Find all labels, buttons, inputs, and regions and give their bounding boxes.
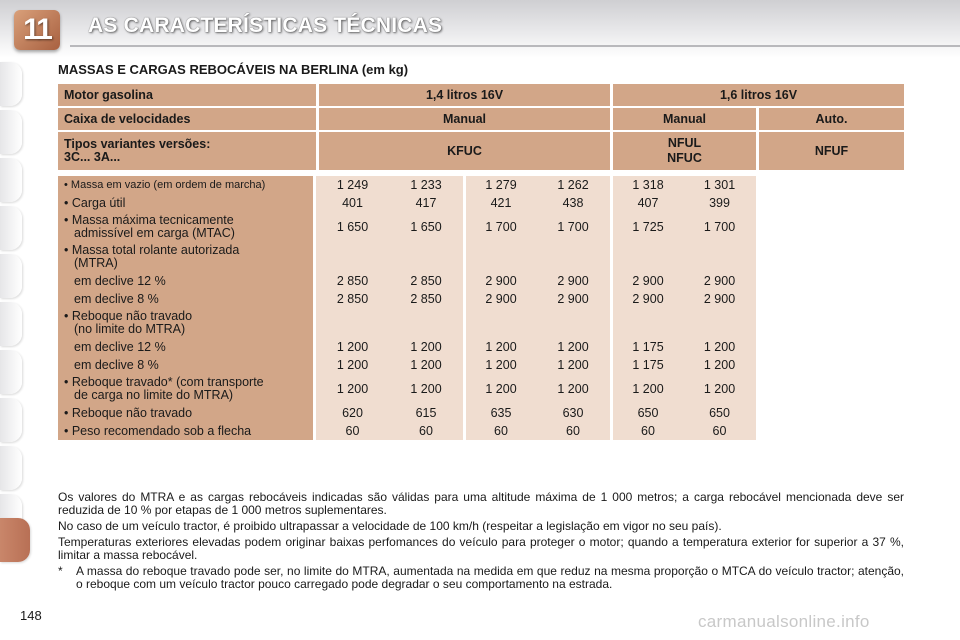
engine-16: 1,6 litros 16V — [610, 84, 904, 108]
value-cell: 1 200 — [463, 338, 536, 356]
footnote-text: A massa do reboque travado pode ser, no limite do MTRA, aumentada na medida em que reduz na mesma proporção o MTCA do veículo tractor; atenção, o reboque com um veículo tractor pouco carregado pode degradar o seu comportamento na estrada. — [76, 564, 904, 591]
note-speed: No caso de um veículo tractor, é proibido ultrapassar a velocidade de 100 km/h (respeitar a legislação em vigor no seu país). — [58, 519, 722, 533]
chapter-tab-11-active[interactable] — [0, 518, 30, 562]
chapter-tab-7[interactable] — [0, 350, 22, 394]
chapter-tab-2[interactable] — [0, 110, 22, 154]
value-cell: 2 850 — [316, 272, 389, 290]
value-cell: 1 200 — [316, 374, 389, 404]
value-cell: 1 233 — [389, 176, 463, 194]
value-cell: 650 — [683, 404, 756, 422]
value-cell: 1 175 — [610, 338, 683, 356]
value-cell: 401 — [316, 194, 389, 212]
engine-label: Motor gasolina — [58, 84, 316, 108]
row-label-line: (MTRA) — [74, 256, 118, 270]
page-number: 148 — [20, 608, 42, 623]
header-row-types — [58, 132, 904, 172]
value-cell: 1 725 — [610, 212, 683, 242]
header-row-gearbox — [58, 108, 904, 132]
row-label-line: em declive 12 % — [74, 273, 166, 288]
gearbox-16-auto: Auto. — [756, 108, 904, 132]
type-kfuc: KFUC — [316, 132, 610, 172]
value-cell: 1 249 — [316, 176, 389, 194]
value-cell — [389, 308, 463, 338]
row-label-line: • Massa em vazio (em ordem de marcha) — [64, 178, 266, 191]
row-label-line: (no limite do MTRA) — [74, 322, 186, 336]
engine-14: 1,4 litros 16V — [316, 84, 610, 108]
table-row — [58, 194, 904, 212]
value-cell: 60 — [463, 422, 536, 440]
row-label-line: • Reboque travado* (com transporte — [64, 375, 264, 389]
value-cell — [463, 242, 536, 272]
row-label-line: em declive 12 % — [74, 339, 166, 354]
value-cell: 60 — [316, 422, 389, 440]
value-cell — [610, 242, 683, 272]
note-temperature: Temperaturas exteriores elevadas podem originar baixas perfomances do veículo para proteger o motor; quando a temperatura exterior for superior a 37 %, limitar a massa rebocável. — [58, 535, 904, 562]
row-label-line: • Massa total rolante autorizada — [64, 243, 240, 257]
section-title: MASSAS E CARGAS REBOCÁVEIS NA BERLINA (em kg) — [58, 62, 409, 77]
row-label-line: • Peso recomendado sob a flecha — [64, 423, 252, 438]
table-row — [58, 308, 904, 338]
value-cell: 615 — [389, 404, 463, 422]
types-label — [58, 132, 316, 172]
value-cell: 1 200 — [463, 356, 536, 374]
table-row — [58, 422, 904, 440]
value-cell — [316, 242, 389, 272]
value-cell — [316, 308, 389, 338]
row-label — [58, 356, 316, 374]
row-label-line: • Massa máxima tecnicamente — [64, 213, 234, 227]
value-cell: 1 200 — [683, 356, 756, 374]
value-cell — [683, 242, 756, 272]
gearbox-14: Manual — [316, 108, 610, 132]
value-cell: 417 — [389, 194, 463, 212]
types-label-line2: 3C... 3A... — [64, 150, 121, 164]
value-cell: 1 200 — [463, 374, 536, 404]
chapter-tab-4[interactable] — [0, 206, 22, 250]
value-cell: 1 262 — [536, 176, 610, 194]
table-row — [58, 356, 904, 374]
table-row — [58, 242, 904, 272]
value-cell: 60 — [536, 422, 610, 440]
row-label-line: • Carga útil — [64, 195, 126, 210]
value-cell: 1 200 — [389, 374, 463, 404]
row-label — [58, 374, 316, 404]
value-cell: 60 — [610, 422, 683, 440]
footnote — [58, 565, 904, 591]
value-cell: 2 900 — [536, 290, 610, 308]
row-label-line: • Reboque não travado — [64, 405, 193, 420]
chapter-tab-1[interactable] — [0, 62, 22, 106]
value-cell: 2 850 — [389, 272, 463, 290]
note-altitude: Os valores do MTRA e as cargas rebocáveis indicadas são válidas para uma altitude máxima de 1 000 metros; a carga rebocável mencionada deve ser reduzida de 10 % por etapas de 1 000 metros suplementares. — [58, 490, 904, 517]
value-cell: 1 200 — [683, 338, 756, 356]
value-cell: 1 700 — [463, 212, 536, 242]
chapter-tab-6[interactable] — [0, 302, 22, 346]
chapter-number: 11 — [23, 13, 51, 46]
value-cell: 2 900 — [610, 290, 683, 308]
chapter-tab-8[interactable] — [0, 398, 22, 442]
table-row — [58, 404, 904, 422]
gearbox-16-manual: Manual — [610, 108, 756, 132]
row-label — [58, 176, 316, 194]
row-label — [58, 404, 316, 422]
row-label-line: de carga no limite do MTRA) — [74, 388, 234, 402]
value-cell: 1 200 — [536, 338, 610, 356]
value-cell: 650 — [610, 404, 683, 422]
value-cell: 1 200 — [389, 338, 463, 356]
value-cell: 1 700 — [536, 212, 610, 242]
value-cell: 2 900 — [610, 272, 683, 290]
value-cell: 630 — [536, 404, 610, 422]
row-label — [58, 338, 316, 356]
row-label-line: em declive 8 % — [74, 291, 159, 306]
row-label — [58, 272, 316, 290]
table-row — [58, 272, 904, 290]
value-cell: 2 900 — [463, 272, 536, 290]
row-label-line: • Reboque não travado — [64, 309, 193, 323]
row-label — [58, 290, 316, 308]
row-label — [58, 194, 316, 212]
value-cell: 1 200 — [610, 374, 683, 404]
value-cell: 1 279 — [463, 176, 536, 194]
value-cell: 399 — [683, 194, 756, 212]
table-row — [58, 176, 904, 194]
value-cell: 1 200 — [389, 356, 463, 374]
table-row — [58, 212, 904, 242]
footnote-mark: * — [58, 564, 63, 578]
notes — [58, 491, 904, 591]
value-cell: 1 200 — [536, 374, 610, 404]
type-nfuf: NFUF — [756, 132, 904, 172]
value-cell — [536, 242, 610, 272]
value-cell — [536, 308, 610, 338]
header-row-engine — [58, 84, 904, 108]
chapter-tab-5[interactable] — [0, 254, 22, 298]
value-cell: 1 650 — [316, 212, 389, 242]
row-label — [58, 308, 316, 338]
row-label — [58, 212, 316, 242]
value-cell: 1 200 — [683, 374, 756, 404]
value-cell: 1 200 — [536, 356, 610, 374]
table-body — [58, 176, 904, 440]
value-cell: 620 — [316, 404, 389, 422]
value-cell — [610, 308, 683, 338]
value-cell: 2 900 — [463, 290, 536, 308]
value-cell: 635 — [463, 404, 536, 422]
value-cell: 438 — [536, 194, 610, 212]
value-cell: 2 850 — [389, 290, 463, 308]
title-divider — [70, 45, 960, 47]
value-cell: 2 900 — [683, 272, 756, 290]
value-cell: 2 850 — [316, 290, 389, 308]
value-cell — [389, 242, 463, 272]
value-cell: 407 — [610, 194, 683, 212]
type-nfuc: NFUC — [667, 151, 702, 165]
table-row — [58, 290, 904, 308]
value-cell: 1 175 — [610, 356, 683, 374]
chapter-title: AS CARACTERÍSTICAS TÉCNICAS — [88, 14, 443, 37]
row-label-line: admissível em carga (MTAC) — [74, 226, 235, 240]
table-row — [58, 374, 904, 404]
value-cell: 60 — [683, 422, 756, 440]
chapter-tabs — [0, 58, 30, 618]
row-label-line: em declive 8 % — [74, 357, 159, 372]
value-cell: 60 — [389, 422, 463, 440]
chapter-tab-9[interactable] — [0, 446, 22, 490]
value-cell: 1 200 — [316, 356, 389, 374]
value-cell: 2 900 — [536, 272, 610, 290]
gearbox-label: Caixa de velocidades — [58, 108, 316, 132]
types-label-line1: Tipos variantes versões: — [64, 137, 211, 151]
table-row — [58, 338, 904, 356]
type-nful-nfuc — [610, 132, 756, 172]
value-cell: 1 650 — [389, 212, 463, 242]
value-cell: 1 700 — [683, 212, 756, 242]
chapter-tab-3[interactable] — [0, 158, 22, 202]
value-cell — [463, 308, 536, 338]
value-cell: 1 301 — [683, 176, 756, 194]
row-label — [58, 422, 316, 440]
value-cell: 2 900 — [683, 290, 756, 308]
value-cell: 421 — [463, 194, 536, 212]
value-cell: 1 200 — [316, 338, 389, 356]
row-label — [58, 242, 316, 272]
masses-table — [58, 84, 904, 440]
value-cell — [683, 308, 756, 338]
watermark: carmanualsonline.info — [698, 612, 870, 631]
value-cell: 1 318 — [610, 176, 683, 194]
type-nful: NFUL — [667, 136, 702, 150]
